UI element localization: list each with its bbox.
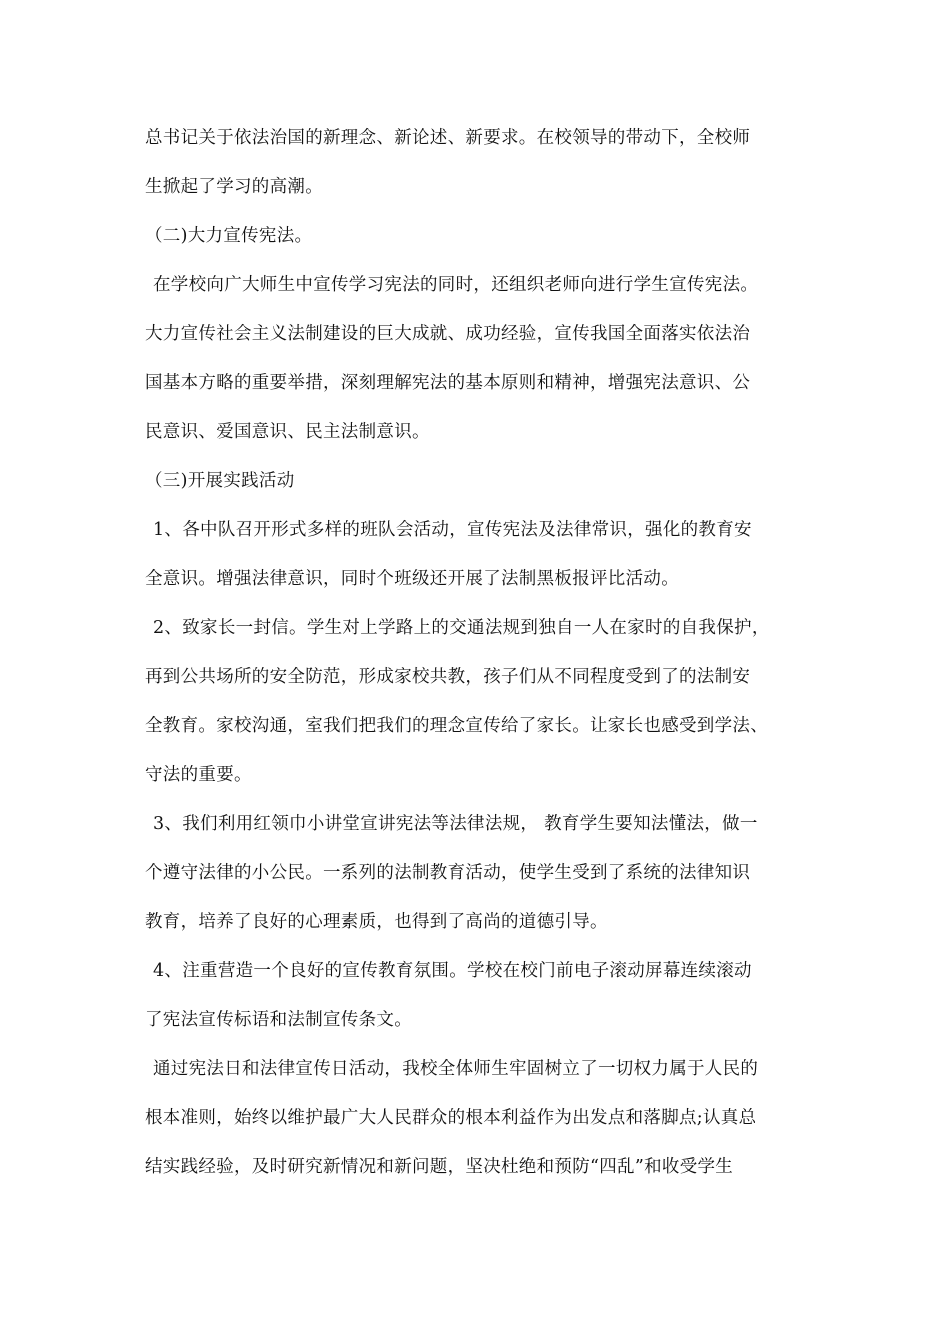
paragraph-line: 通过宪法日和法律宣传日活动，我校全体师生牢固树立了一切权力属于人民的	[153, 1059, 759, 1079]
list-item-line: 教育，培养了良好的心理素质，也得到了高尚的道德引导。	[145, 912, 608, 932]
list-item-line: 1、各中队召开形式多样的班队会活动，宣传宪法及法律常识，强化的教育安	[153, 520, 752, 540]
paragraph-line: 民意识、爱国意识、民主法制意识。	[145, 422, 430, 442]
list-item-line: 全意识。增强法律意识，同时个班级还开展了法制黑板报评比活动。	[145, 569, 679, 589]
paragraph-line: 大力宣传社会主义法制建设的巨大成就、成功经验，宣传我国全面落实依法治	[145, 324, 751, 344]
list-item-line: 2、致家长一封信。学生对上学路上的交通法规到独自一人在家时的自我保护，	[153, 618, 770, 638]
paragraph-line: 根本准则，始终以维护最广大人民群众的根本利益作为出发点和落脚点;认真总	[145, 1108, 757, 1128]
paragraph-line: 总书记关于依法治国的新理念、新论述、新要求。在校领导的带动下，全校师	[145, 128, 751, 148]
list-item-line: 了宪法宣传标语和法制宣传条文。	[145, 1010, 412, 1030]
list-item-line: 再到公共场所的安全防范，形成家校共教，孩子们从不同程度受到了的法制安	[145, 667, 751, 687]
list-item-line: 守法的重要。	[145, 765, 252, 785]
paragraph-line: 结实践经验，及时研究新情况和新问题，坚决杜绝和预防“四乱”和收受学生	[145, 1157, 734, 1177]
list-item-line: 全教育。家校沟通，室我们把我们的理念宣传给了家长。让家长也感受到学法、	[145, 716, 768, 736]
list-item-line: 个遵守法律的小公民。一系列的法制教育活动，使学生受到了系统的法律知识	[145, 863, 751, 883]
section-heading: （二)大力宣传宪法。	[145, 226, 313, 246]
paragraph-line: 生掀起了学习的高潮。	[145, 177, 323, 197]
paragraph-line: 国基本方略的重要举措，深刻理解宪法的基本原则和精神，增强宪法意识、公	[145, 373, 751, 393]
section-heading: （三)开展实践活动	[145, 471, 295, 491]
list-item-line: 3、我们利用红领巾小讲堂宣讲宪法等法律法规， 教育学生要知法懂法，做一	[153, 814, 758, 834]
list-item-line: 4、注重营造一个良好的宣传教育氛围。学校在校门前电子滚动屏幕连续滚动	[153, 961, 752, 981]
paragraph-line: 在学校向广大师生中宣传学习宪法的同时，还组织老师向进行学生宣传宪法。	[153, 275, 759, 295]
